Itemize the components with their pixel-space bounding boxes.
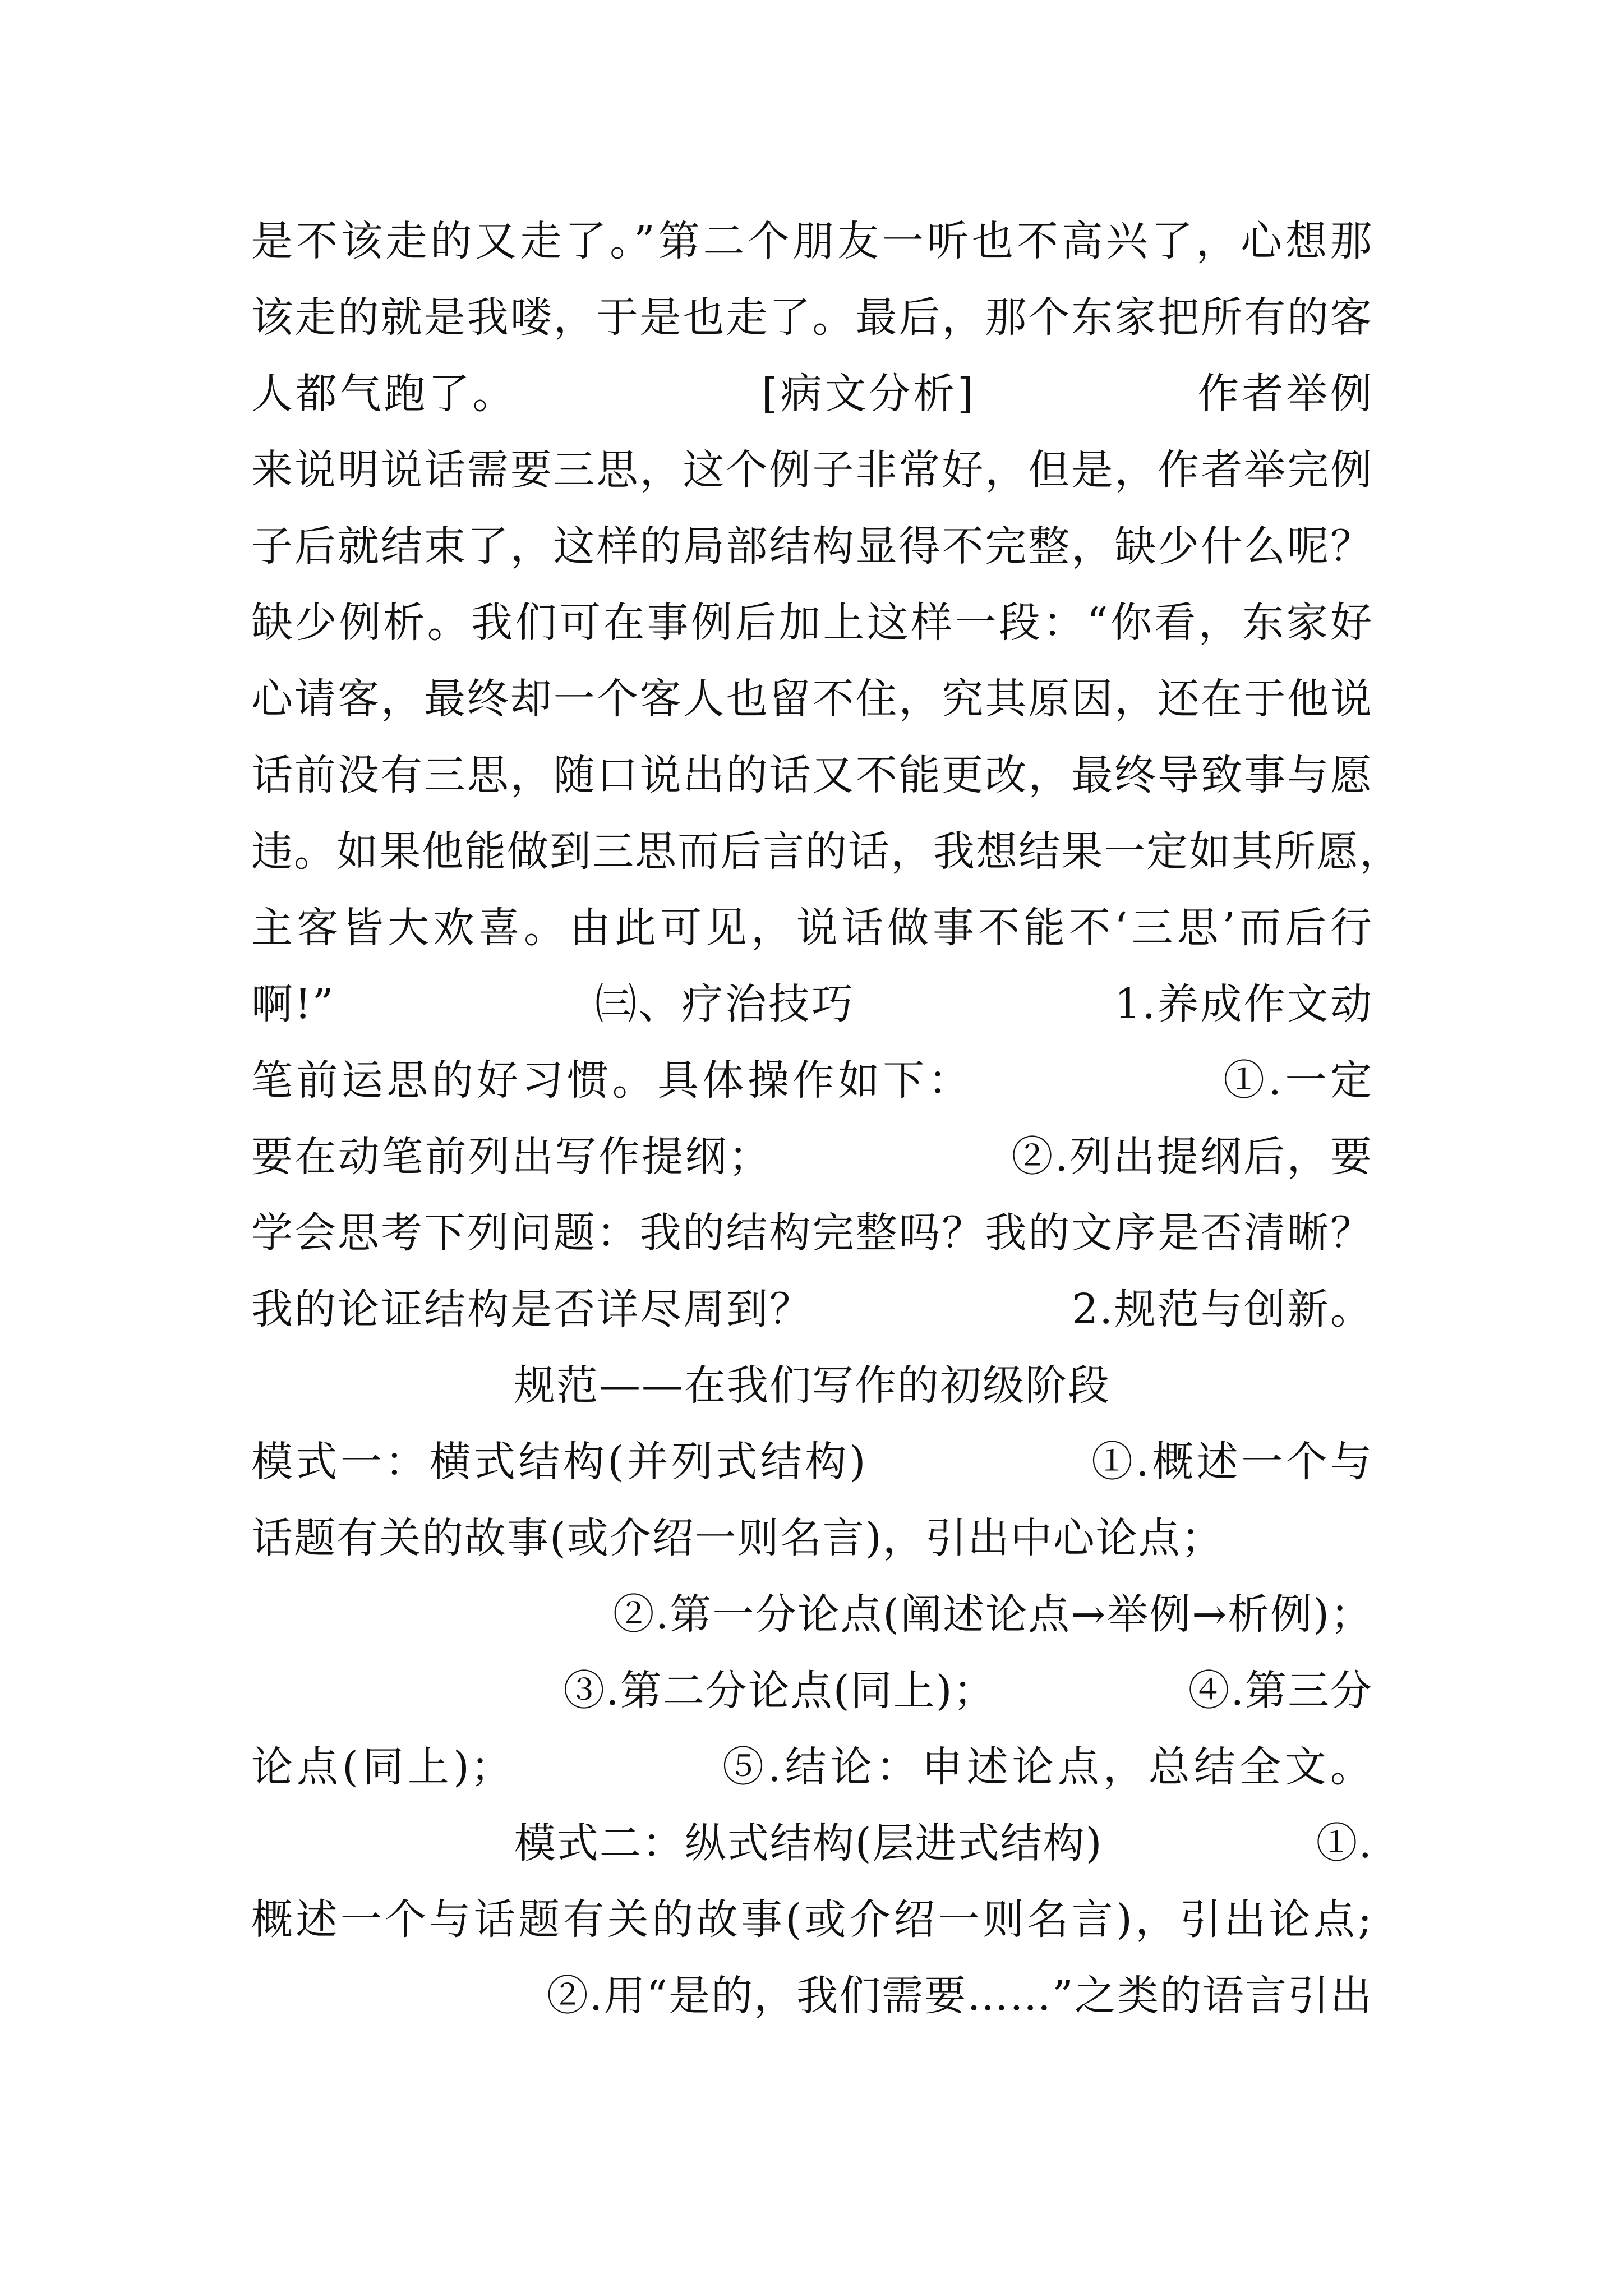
text-line: 该走的就是我喽，于是也走了。最后，那个东家把所有的客 xyxy=(251,293,1373,342)
section-heading: 规范——在我们写作的初级阶段 xyxy=(514,1361,1110,1410)
text-line: 学会思考下列问题：我的结构完整吗？我的文序是否清晰？ xyxy=(251,1209,1373,1257)
text-line: 违。如果他能做到三思而后言的话，我想结果一定如其所愿， xyxy=(251,827,1402,876)
text-line: ②.第一分论点(阐述论点→举例→析例)； xyxy=(612,1590,1373,1639)
text-line: 子后就结束了，这样的局部结构显得不完整，缺少什么呢？ xyxy=(251,522,1373,570)
text-line: 论点(同上)； ⑤.结论：申述论点，总结全文。 xyxy=(251,1743,1373,1791)
text-line: 要在动笔前列出写作提纲； ②.列出提纲后，要 xyxy=(251,1133,1373,1181)
text-line: 缺少例析。我们可在事例后加上这样一段：“你看，东家好 xyxy=(251,599,1373,647)
text-line: ③.第二分论点(同上)； ④.第三分 xyxy=(563,1667,1373,1715)
text-line: 我的论证结构是否详尽周到？ 2.规范与创新。 xyxy=(251,1285,1373,1333)
text-line: 话前没有三思，随口说出的话又不能更改，最终导致事与愿 xyxy=(251,751,1373,799)
text-line: 笔前运思的好习惯。具体操作如下： ①.一定 xyxy=(251,1056,1373,1105)
text-line: 人都气跑了。 [病文分析] 作者举例 xyxy=(251,370,1373,418)
text-line: 是不该走的又走了。”第二个朋友一听也不高兴了，心想那 xyxy=(251,217,1373,265)
text-line: 概述一个与话题有关的故事(或介绍一则名言)，引出论点; xyxy=(251,1895,1373,1944)
text-line: ②.用“是的，我们需要……”之类的语言引出 xyxy=(546,1972,1373,2020)
text-line: 来说明说话需要三思，这个例子非常好，但是，作者举完例 xyxy=(251,446,1373,494)
text-line: 心请客，最终却一个客人也留不住，究其原因，还在于他说 xyxy=(251,675,1373,723)
text-line: 话题有关的故事(或介绍一则名言)，引出中心论点； xyxy=(251,1514,1224,1562)
text-line: 主客皆大欢喜。由此可见，说话做事不能不‘三思’而后行 xyxy=(251,904,1373,952)
text-line: 啊!” ㈢、疗治技巧 1.养成作文动 xyxy=(251,980,1373,1028)
text-line: 模式一：横式结构(并列式结构) ①.概述一个与 xyxy=(251,1438,1373,1486)
text-line: 模式二：纵式结构(层进式结构) ①. xyxy=(514,1819,1373,1867)
